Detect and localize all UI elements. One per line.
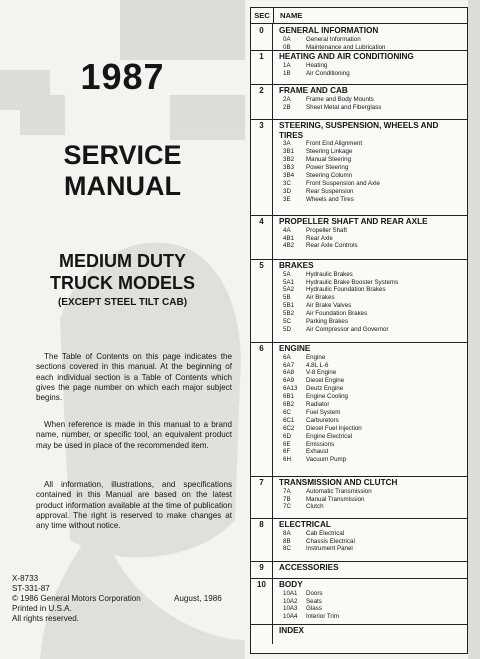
- toc-section-row: [251, 119, 467, 216]
- toc-subsection: [279, 36, 464, 44]
- toc-subsection: [279, 441, 464, 449]
- toc-subsection-code: 3A: [283, 140, 291, 148]
- toc-section-body: [279, 261, 464, 334]
- toc-subsection: [279, 433, 464, 441]
- toc-subsection-code: 6D: [283, 432, 291, 440]
- toc-header-name: NAME: [280, 11, 303, 20]
- toc-subsection-code: 5B1: [283, 302, 295, 310]
- toc-section-number: 7: [251, 476, 273, 518]
- toc-subsection-code: 6H: [283, 456, 291, 464]
- manual-year: 1987: [80, 56, 165, 97]
- toc-section-body: [279, 344, 464, 464]
- manual-subtitle: [0, 250, 245, 294]
- toc-subsection-name: Hydraulic Brake Booster Systems: [306, 278, 399, 286]
- toc-section-title: BODY: [279, 580, 303, 589]
- toc-section-row: [251, 518, 467, 562]
- toc-subsection: [279, 318, 464, 326]
- toc-subsection-code: 6B1: [283, 393, 295, 401]
- toc-subsection-name: Maintenance and Lubrication: [306, 43, 386, 51]
- toc-section-title: BRAKES: [279, 261, 314, 270]
- toc-section-body: [279, 86, 464, 111]
- toc-subsection-name: Diesel Engine: [306, 377, 345, 385]
- toc-subsection: [279, 96, 464, 104]
- toc-subsection-code: 6A7: [283, 361, 295, 369]
- toc-subsection-code: 10A4: [283, 613, 298, 621]
- toc-subsection-code: 5D: [283, 325, 291, 333]
- toc-subsection-name: Air Brakes: [306, 294, 335, 302]
- toc-subsection-name: Frame and Body Mounts: [306, 95, 374, 103]
- manual-title: [0, 140, 245, 202]
- toc-subsection-name: Propeller Shaft: [306, 226, 347, 234]
- toc-subsection: [279, 140, 464, 148]
- toc-subsection-code: 1B: [283, 69, 291, 77]
- toc-subsection-code: 6A9: [283, 377, 295, 385]
- toc-section-body: [279, 217, 464, 250]
- toc-subsection-code: 6F: [283, 448, 291, 456]
- toc-subsection: [279, 503, 464, 511]
- subtitle-note: (EXCEPT STEEL TILT CAB): [57, 297, 188, 308]
- toc-subsection-name: Exhaust: [306, 448, 329, 456]
- toc-section-title: ENGINE: [279, 344, 311, 353]
- toc-subsection: [279, 164, 464, 172]
- toc-section-body: [279, 626, 464, 636]
- toc-subsection-name: Carburetors: [306, 416, 339, 424]
- publication-number: X-8733: [12, 574, 39, 583]
- toc-subsection-code: 10A3: [283, 605, 298, 613]
- toc-subsection-name: Power Steering: [306, 163, 349, 171]
- toc-subsection-code: 6E: [283, 440, 291, 448]
- toc-header-sec: SEC: [251, 8, 274, 23]
- stock-number: ST-331-87: [12, 583, 50, 593]
- toc-section-body: [279, 478, 464, 511]
- toc-subsection-name: Chassis Electrical: [306, 537, 355, 545]
- toc-subsection-name: Fuel System: [306, 408, 341, 416]
- toc-section-body: [279, 520, 464, 553]
- toc-subsection-name: Wheels and Tires: [306, 195, 354, 203]
- toc-subsection-name: Interior Trim: [306, 613, 340, 621]
- table-of-contents: [250, 7, 468, 654]
- toc-section-body: [279, 121, 464, 203]
- toc-subsection-code: 5B: [283, 294, 291, 302]
- toc-subsection-name: Parking Brakes: [306, 318, 348, 326]
- toc-subsection: [279, 286, 464, 294]
- reference-paragraph: When reference is made in this manual to a brand name, number, or specific tool, an equivalent product may be used in place of the recommended item.: [36, 420, 232, 450]
- toc-subsection: [279, 188, 464, 196]
- toc-subsection-name: Front End Alignment: [306, 140, 363, 148]
- toc-subsection-name: Steering Column: [306, 171, 353, 179]
- toc-section-row: [251, 50, 467, 85]
- toc-subsection-name: Doors: [306, 589, 323, 597]
- toc-subsection-name: Radiator: [306, 401, 330, 409]
- toc-subsection-code: 6C2: [283, 424, 295, 432]
- toc-section-number: 3: [251, 119, 273, 215]
- toc-subsection-code: 7A: [283, 487, 291, 495]
- toc-subsection: [279, 385, 464, 393]
- toc-subsection-name: General Information: [306, 35, 361, 43]
- toc-subsection-code: 3B2: [283, 156, 295, 163]
- toc-subsection-code: 3C: [283, 179, 291, 187]
- toc-section-body: [279, 26, 464, 51]
- toc-section-row: [251, 215, 467, 260]
- toc-header: [251, 8, 467, 24]
- toc-subsection-name: Steering Linkage: [306, 148, 353, 156]
- toc-subsection-code: 6B2: [283, 401, 295, 409]
- toc-subsection-name: Heating: [306, 61, 328, 69]
- toc-subsection-name: Manual Steering: [306, 156, 352, 163]
- toc-subsection-code: 0A: [283, 35, 291, 43]
- disclaimer-paragraph: All information, illustrations, and specifications contained in this Manual are based on the latest product information available at the time of publication approval. The right is reserved to make changes at any time without notice.: [36, 480, 232, 531]
- toc-subsection: [279, 598, 464, 606]
- printed-line: Printed in U.S.A.: [12, 603, 72, 613]
- toc-section-number: 9: [251, 561, 273, 578]
- toc-subsection: [279, 488, 464, 496]
- toc-subsection-name: Cab Electrical: [306, 529, 345, 537]
- toc-section-number: 1: [251, 50, 273, 84]
- toc-subsection-code: 8C: [283, 545, 291, 553]
- toc-subsection: [279, 354, 464, 362]
- toc-subsection: [279, 401, 464, 409]
- toc-subsection-name: V-8 Engine: [306, 369, 337, 377]
- toc-section-row: [251, 578, 467, 625]
- toc-subsection-name: Seats: [306, 597, 322, 605]
- toc-subsection-code: 2B: [283, 103, 291, 111]
- toc-subsection-code: 6C1: [283, 416, 295, 424]
- toc-subsection: [279, 62, 464, 70]
- toc-subsection: [279, 377, 464, 385]
- toc-section-body: [279, 52, 464, 77]
- toc-subsection: [279, 279, 464, 287]
- toc-subsection: [279, 242, 464, 250]
- toc-section-row: [251, 624, 467, 644]
- toc-subsection-name: Emissions: [306, 440, 335, 448]
- toc-subsection: [279, 235, 464, 243]
- toc-subsection-name: Automatic Transmission: [306, 487, 372, 495]
- toc-subsection: [279, 425, 464, 433]
- toc-subsection-code: 7B: [283, 495, 291, 503]
- toc-subsection-code: 0B: [283, 43, 291, 51]
- toc-subsection-name: Vacuum Pump: [306, 456, 347, 464]
- toc-section-title: HEATING AND AIR CONDITIONING: [279, 52, 414, 61]
- toc-subsection: [279, 180, 464, 188]
- toc-section-row: [251, 476, 467, 519]
- toc-subsection: [279, 496, 464, 504]
- toc-section-row: [251, 259, 467, 343]
- toc-subsection: [279, 104, 464, 112]
- toc-subsection-code: 10A1: [283, 589, 298, 597]
- toc-subsection-name: Clutch: [306, 503, 324, 511]
- toc-subsection-name: Air Conditioning: [306, 69, 350, 77]
- toc-subsection-code: 6C: [283, 408, 291, 416]
- toc-section-number: 8: [251, 518, 273, 561]
- toc-subsection: [279, 456, 464, 464]
- title-line: SERVICE: [63, 140, 182, 170]
- toc-subsection: [279, 302, 464, 310]
- toc-subsection-code: 5A1: [283, 278, 295, 286]
- toc-subsection-code: 5B2: [283, 310, 295, 318]
- toc-subsection-code: 4B1: [283, 234, 295, 242]
- toc-section-body: [279, 580, 464, 621]
- toc-subsection: [279, 70, 464, 78]
- toc-subsection: [279, 156, 464, 164]
- toc-subsection-code: 8A: [283, 529, 291, 537]
- toc-subsection-name: Sheet Metal and Fiberglass: [306, 103, 382, 111]
- toc-section-title: STEERING, SUSPENSION, WHEELS AND TIRES: [279, 121, 439, 140]
- toc-subsection: [279, 326, 464, 334]
- copyright-line: © 1986 General Motors Corporation: [12, 593, 141, 603]
- toc-subsection-code: 7C: [283, 503, 291, 511]
- toc-subsection-name: Hydraulic Foundation Brakes: [306, 286, 386, 294]
- toc-subsection-name: 4.8L L-6: [306, 361, 329, 369]
- toc-subsection-code: 4A: [283, 226, 291, 234]
- toc-section-number: 0: [251, 24, 273, 50]
- toc-subsection-code: 5A2: [283, 286, 295, 294]
- toc-section-number: 6: [251, 342, 273, 476]
- toc-section-body: [279, 563, 464, 573]
- toc-section-row: [251, 342, 467, 477]
- toc-section-title: GENERAL INFORMATION: [279, 26, 379, 35]
- toc-subsection: [279, 530, 464, 538]
- toc-section-number: 10: [251, 578, 273, 624]
- toc-subsection: [279, 545, 464, 553]
- toc-subsection-name: Diesel Fuel Injection: [306, 424, 362, 432]
- toc-subsection: [279, 172, 464, 180]
- toc-subsection: [279, 294, 464, 302]
- toc-subsection: [279, 613, 464, 621]
- toc-section-title: ACCESSORIES: [279, 563, 339, 572]
- toc-subsection-code: 5A: [283, 270, 291, 278]
- toc-subsection-code: 2A: [283, 95, 291, 103]
- toc-subsection-code: 3B1: [283, 148, 295, 156]
- toc-subsection-code: 8B: [283, 537, 291, 545]
- publication-date: August, 1986: [174, 593, 222, 603]
- toc-subsection-name: Rear Axle Controls: [306, 242, 358, 250]
- toc-subsection: [279, 362, 464, 370]
- toc-subsection-name: Engine: [306, 353, 326, 361]
- intro-paragraph: The Table of Contents on this page indicates the sections covered in this manual. At the beginning of each individual section is a Table of Contents which gives the page number on which each major subject begins.: [36, 352, 232, 403]
- toc-subsection: [279, 196, 464, 204]
- toc-subsection-code: 6A: [283, 353, 291, 361]
- toc-subsection-name: Instrument Panel: [306, 545, 353, 553]
- toc-section-row: [251, 84, 467, 120]
- toc-subsection-code: 3B3: [283, 163, 295, 171]
- title-line: MANUAL: [64, 171, 181, 201]
- toc-section-number: [251, 624, 273, 644]
- toc-subsection-code: 3E: [283, 195, 291, 203]
- toc-subsection: [279, 148, 464, 156]
- publication-footer: [12, 574, 222, 624]
- toc-subsection-name: Deutz Engine: [306, 385, 344, 393]
- rights-line: All rights reserved.: [12, 613, 80, 623]
- toc-section-row: [251, 24, 467, 51]
- toc-section-title: ELECTRICAL: [279, 520, 331, 529]
- toc-subsection-code: 1A: [283, 61, 291, 69]
- toc-section-row: [251, 561, 467, 579]
- toc-subsection: [279, 448, 464, 456]
- toc-subsection: [279, 605, 464, 613]
- toc-subsection-name: Front Suspension and Axle: [306, 179, 380, 187]
- toc-subsection: [279, 369, 464, 377]
- toc-subsection: [279, 409, 464, 417]
- toc-subsection-name: Rear Axle: [306, 234, 333, 242]
- toc-subsection: [279, 538, 464, 546]
- toc-subsection-name: Hydraulic Brakes: [306, 270, 353, 278]
- toc-subsection-code: 3B4: [283, 171, 295, 179]
- toc-subsection: [279, 227, 464, 235]
- toc-subsection-name: Engine Electrical: [306, 432, 353, 440]
- toc-section-title: FRAME AND CAB: [279, 86, 348, 95]
- toc-subsection-code: 5C: [283, 318, 291, 326]
- toc-subsection-code: 10A2: [283, 597, 298, 605]
- toc-subsection: [279, 310, 464, 318]
- subtitle-line: TRUCK MODELS: [50, 273, 195, 293]
- toc-section-title: INDEX: [279, 626, 305, 635]
- toc-subsection-name: Rear Suspension: [306, 187, 354, 195]
- toc-section-number: 2: [251, 84, 273, 119]
- toc-subsection-code: 3D: [283, 187, 291, 195]
- toc-subsection-code: 6A13: [283, 385, 298, 393]
- toc-subsection: [279, 271, 464, 279]
- toc-subsection: [279, 417, 464, 425]
- toc-subsection-name: Air Brake Valves: [306, 302, 352, 310]
- toc-subsection: [279, 393, 464, 401]
- toc-section-number: 4: [251, 215, 273, 259]
- toc-subsection: [279, 590, 464, 598]
- toc-section-number: 5: [251, 259, 273, 342]
- toc-section-title: TRANSMISSION AND CLUTCH: [279, 478, 398, 487]
- toc-subsection-name: Engine Cooling: [306, 393, 348, 401]
- toc-subsection-name: Glass: [306, 605, 322, 613]
- subtitle-line: MEDIUM DUTY: [59, 251, 186, 271]
- toc-subsection-name: Air Compressor and Governor: [306, 325, 389, 333]
- toc-subsection-code: 4B2: [283, 242, 295, 250]
- toc-subsection-name: Manual Transmission: [306, 495, 365, 503]
- toc-subsection-code: 6A8: [283, 369, 295, 377]
- toc-subsection-name: Air Foundation Brakes: [306, 310, 368, 318]
- toc-section-title: PROPELLER SHAFT AND REAR AXLE: [279, 217, 428, 226]
